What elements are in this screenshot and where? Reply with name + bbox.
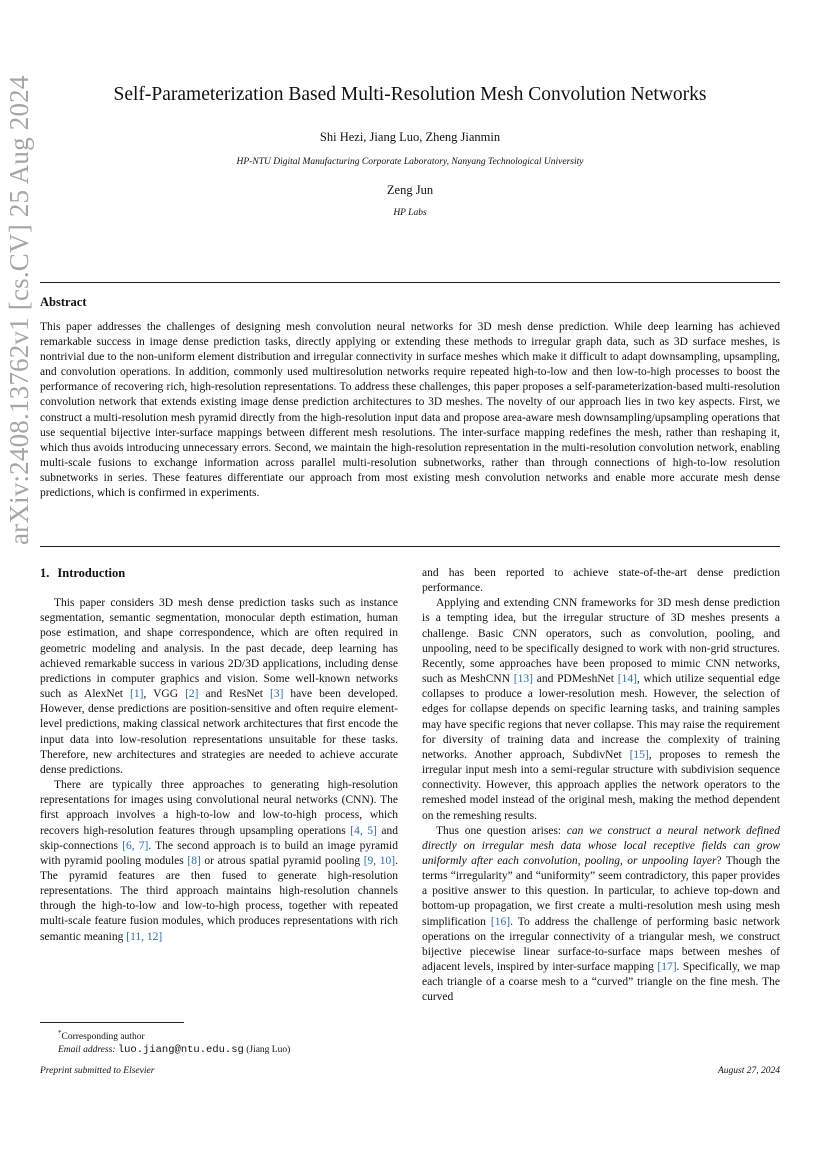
citation-link[interactable]: [1] xyxy=(130,688,144,701)
text-run: , which utilize sequential edge collapses to produce a lower-resolution mesh. However, the selection of edges for collapse depends on specific learning tasks, and training samples may have specific regions that never collapse. This may raise the requirement for diversity of training data and increase the complexity of training networks. Another approach, SubdivNet xyxy=(422,673,781,761)
text-run: and skip-connections xyxy=(40,824,398,852)
text-run: . The second approach is to build an image pyramid with pyramid pooling modules xyxy=(40,839,399,867)
right-column xyxy=(422,566,780,1006)
paragraph xyxy=(422,596,780,823)
text-run: , VGG xyxy=(143,688,186,701)
text-run: There are typically three approaches to generating high-resolution representations for images using convolutional neural networks (CNN). The first approach involves a high-to-low and low-to-high process, which recovers high-resolution features through upsampling operations xyxy=(40,779,398,837)
citation-link[interactable]: [13] xyxy=(513,673,533,686)
paragraph xyxy=(40,778,398,945)
paper-title: Self-Parameterization Based Multi-Resolution Mesh Convolution Networks xyxy=(113,84,707,105)
text-run: This paper considers 3D mesh dense prediction tasks such as instance segmentation, semantic segmentation, monocular depth estimation, human pose estimation, and shape correspondence, which are often required in geometric modeling and analysis. In the past decade, deep learning has achieved remarkable success in various 2D/3D applications, including dense predictions in computer graphics and vision. Some well-known networks such as AlexNet xyxy=(40,597,398,701)
text-run: have been developed. However, dense predictions are position-sensitive and often require element-level predictions, making classical network architectures that first encode the input data into low-resolution representations unsuitable for these tasks. Therefore, new architectures and strategies are needed to achieve accurate dense predictions. xyxy=(40,688,398,776)
text-run: Thus one question arises: xyxy=(436,824,567,837)
text-run: or atrous spatial pyramid pooling xyxy=(200,854,364,867)
author-list-1: Shi Hezi, Jiang Luo, Zheng Jianmin xyxy=(319,130,501,144)
author-list-2: Zeng Jun xyxy=(386,183,434,197)
text-run: . Specifically, we map each triangle of a coarse mesh to a “curved” triangle on the fine mesh. The curved xyxy=(422,961,781,1004)
email-label: Email address: xyxy=(58,1045,116,1056)
text-run: . The pyramid features are then fused to generate high-resolution representations. The third approach maintains high-resolution channels through the high-to-low and low-to-high process, together with repeated multi-scale feature fusion modules, which produces representations with rich semantic meaning xyxy=(40,854,398,943)
text-run: , proposes to remesh the irregular input mesh into a semi-regular structure with subdivision sequence connectivity. However, this approach applies the network operators to the remeshed model instead of the original mesh, making the method dependent on the remeshing results. xyxy=(422,748,780,822)
text-run: ? Though the terms “irregularity” and “uniformity” seem contradictory, this paper provides a positive answer to this question. In particular, to achieve top-down and bottom-up propagation, we first create a multi-resolution mesh using mesh simplification xyxy=(422,854,780,928)
section-heading xyxy=(40,566,398,581)
left-column xyxy=(40,566,398,945)
paragraph: and has been reported to achieve state-of-the-art dense prediction performance. xyxy=(422,567,780,595)
citation-link[interactable]: [8] xyxy=(187,854,201,867)
section-title: Introduction xyxy=(57,566,126,580)
footnote-text: Corresponding author xyxy=(61,1032,145,1043)
citation-link[interactable]: [3] xyxy=(269,688,284,701)
citation-link[interactable]: [17] xyxy=(657,961,677,974)
text-run: Applying and extending CNN frameworks for 3D mesh dense prediction is a tempting idea, but the irregular structure of 3D meshes presents a challenge. Basic CNN operators, such as convolution, pooling, and unpooling, need to be specifically designed to work with non-grid structures. Recently, some approaches have been proposed to mimic CNN networks, such as MeshCNN xyxy=(422,597,780,686)
citation-link[interactable]: [16] xyxy=(490,915,511,928)
abstract-text: This paper addresses the challenges of designing mesh convolution neural networks for 3D mesh dense prediction. While deep learning has achieved remarkable success in image dense prediction tasks, directly applying or extending these methods to irregular graph data, such as 3D surface meshes, is nontrivial due to the non-uniform element distribution and irregular connectivity in surface meshes which make it difficult to adapt downsampling, upsampling, and convolution operations. In addition, commonly used multiresolution networks require repeated high-to-low and then low-to-high processes to boost the performance of recovering rich, high-resolution representations. To address these challenges, this paper proposes a self-parameterization-based multi-resolution convolution network that extends existing image dense prediction architectures to 3D meshes. The novelty of our approach lies in two key aspects. First, we construct a multi-resolution mesh pyramid directly from the high-resolution input data and propose area-aware mesh downsampling/upsampling operations that use sequential bijective inter-surface mappings between different mesh resolutions. The inter-surface mapping redefines the mesh, rather than reshaping it, which thus avoids introducing unnecessary errors. Second, we maintain the high-resolution representation in the multi-resolution convolution network, enabling multi-scale fusions to exchange information across parallel multi-resolution subnetworks, rather than through connections of high-to-low resolution subnetworks in series. These features differentiate our approach from most existing mesh convolution networks and enable more accurate mesh dense predictions, which is confirmed in experiments. xyxy=(40,321,780,500)
footnote xyxy=(58,1027,290,1057)
section-number: 1. xyxy=(40,566,50,580)
citation-link[interactable]: [2] xyxy=(185,688,199,701)
citation-link[interactable]: [9, 10] xyxy=(363,854,396,867)
footnote-mark: * xyxy=(58,1029,62,1037)
affiliation-2: HP Labs xyxy=(393,208,427,218)
text-run: . To address the challenge of performing basic network operations on the irregular connectivity of a triangular mesh, we construct bijective piecewise linear surface-to-surface maps between meshes of adjacent levels, inspired by inter-surface mapping xyxy=(422,915,780,974)
footer-preprint-note: Preprint submitted to Elsevier xyxy=(40,1066,155,1076)
citation-link[interactable]: [6, 7] xyxy=(122,839,149,852)
divider-bottom xyxy=(40,546,780,547)
email-owner: (Jiang Luo) xyxy=(246,1045,291,1056)
text-run: and PDMeshNet xyxy=(532,673,618,686)
footnote-divider xyxy=(40,1022,184,1023)
citation-link[interactable]: [14] xyxy=(617,673,637,686)
arxiv-identifier[interactable]: arXiv:2408.13762v1 [cs.CV] 25 Aug 2024 xyxy=(4,75,34,545)
citation-link[interactable]: [11, 12] xyxy=(126,930,163,943)
citation-link[interactable]: [15] xyxy=(629,748,649,761)
affiliation-1: HP-NTU Digital Manufacturing Corporate Laboratory, Nanyang Technological University xyxy=(236,157,584,167)
email-link[interactable]: luo.jiang@ntu.edu.sg xyxy=(117,1044,244,1057)
emphasized-question: can we construct a neural network defined directly on irregular mesh data whose local receptive fields can grow uniformly after each convolution, pooling, or unpooling layer xyxy=(422,824,780,867)
citation-link[interactable]: [4, 5] xyxy=(350,824,377,837)
footer-date: August 27, 2024 xyxy=(717,1066,780,1076)
divider-top xyxy=(40,282,780,283)
abstract-heading: Abstract xyxy=(40,295,87,309)
text-run: and ResNet xyxy=(198,688,270,701)
paragraph xyxy=(422,824,780,1006)
paragraph xyxy=(40,596,398,778)
